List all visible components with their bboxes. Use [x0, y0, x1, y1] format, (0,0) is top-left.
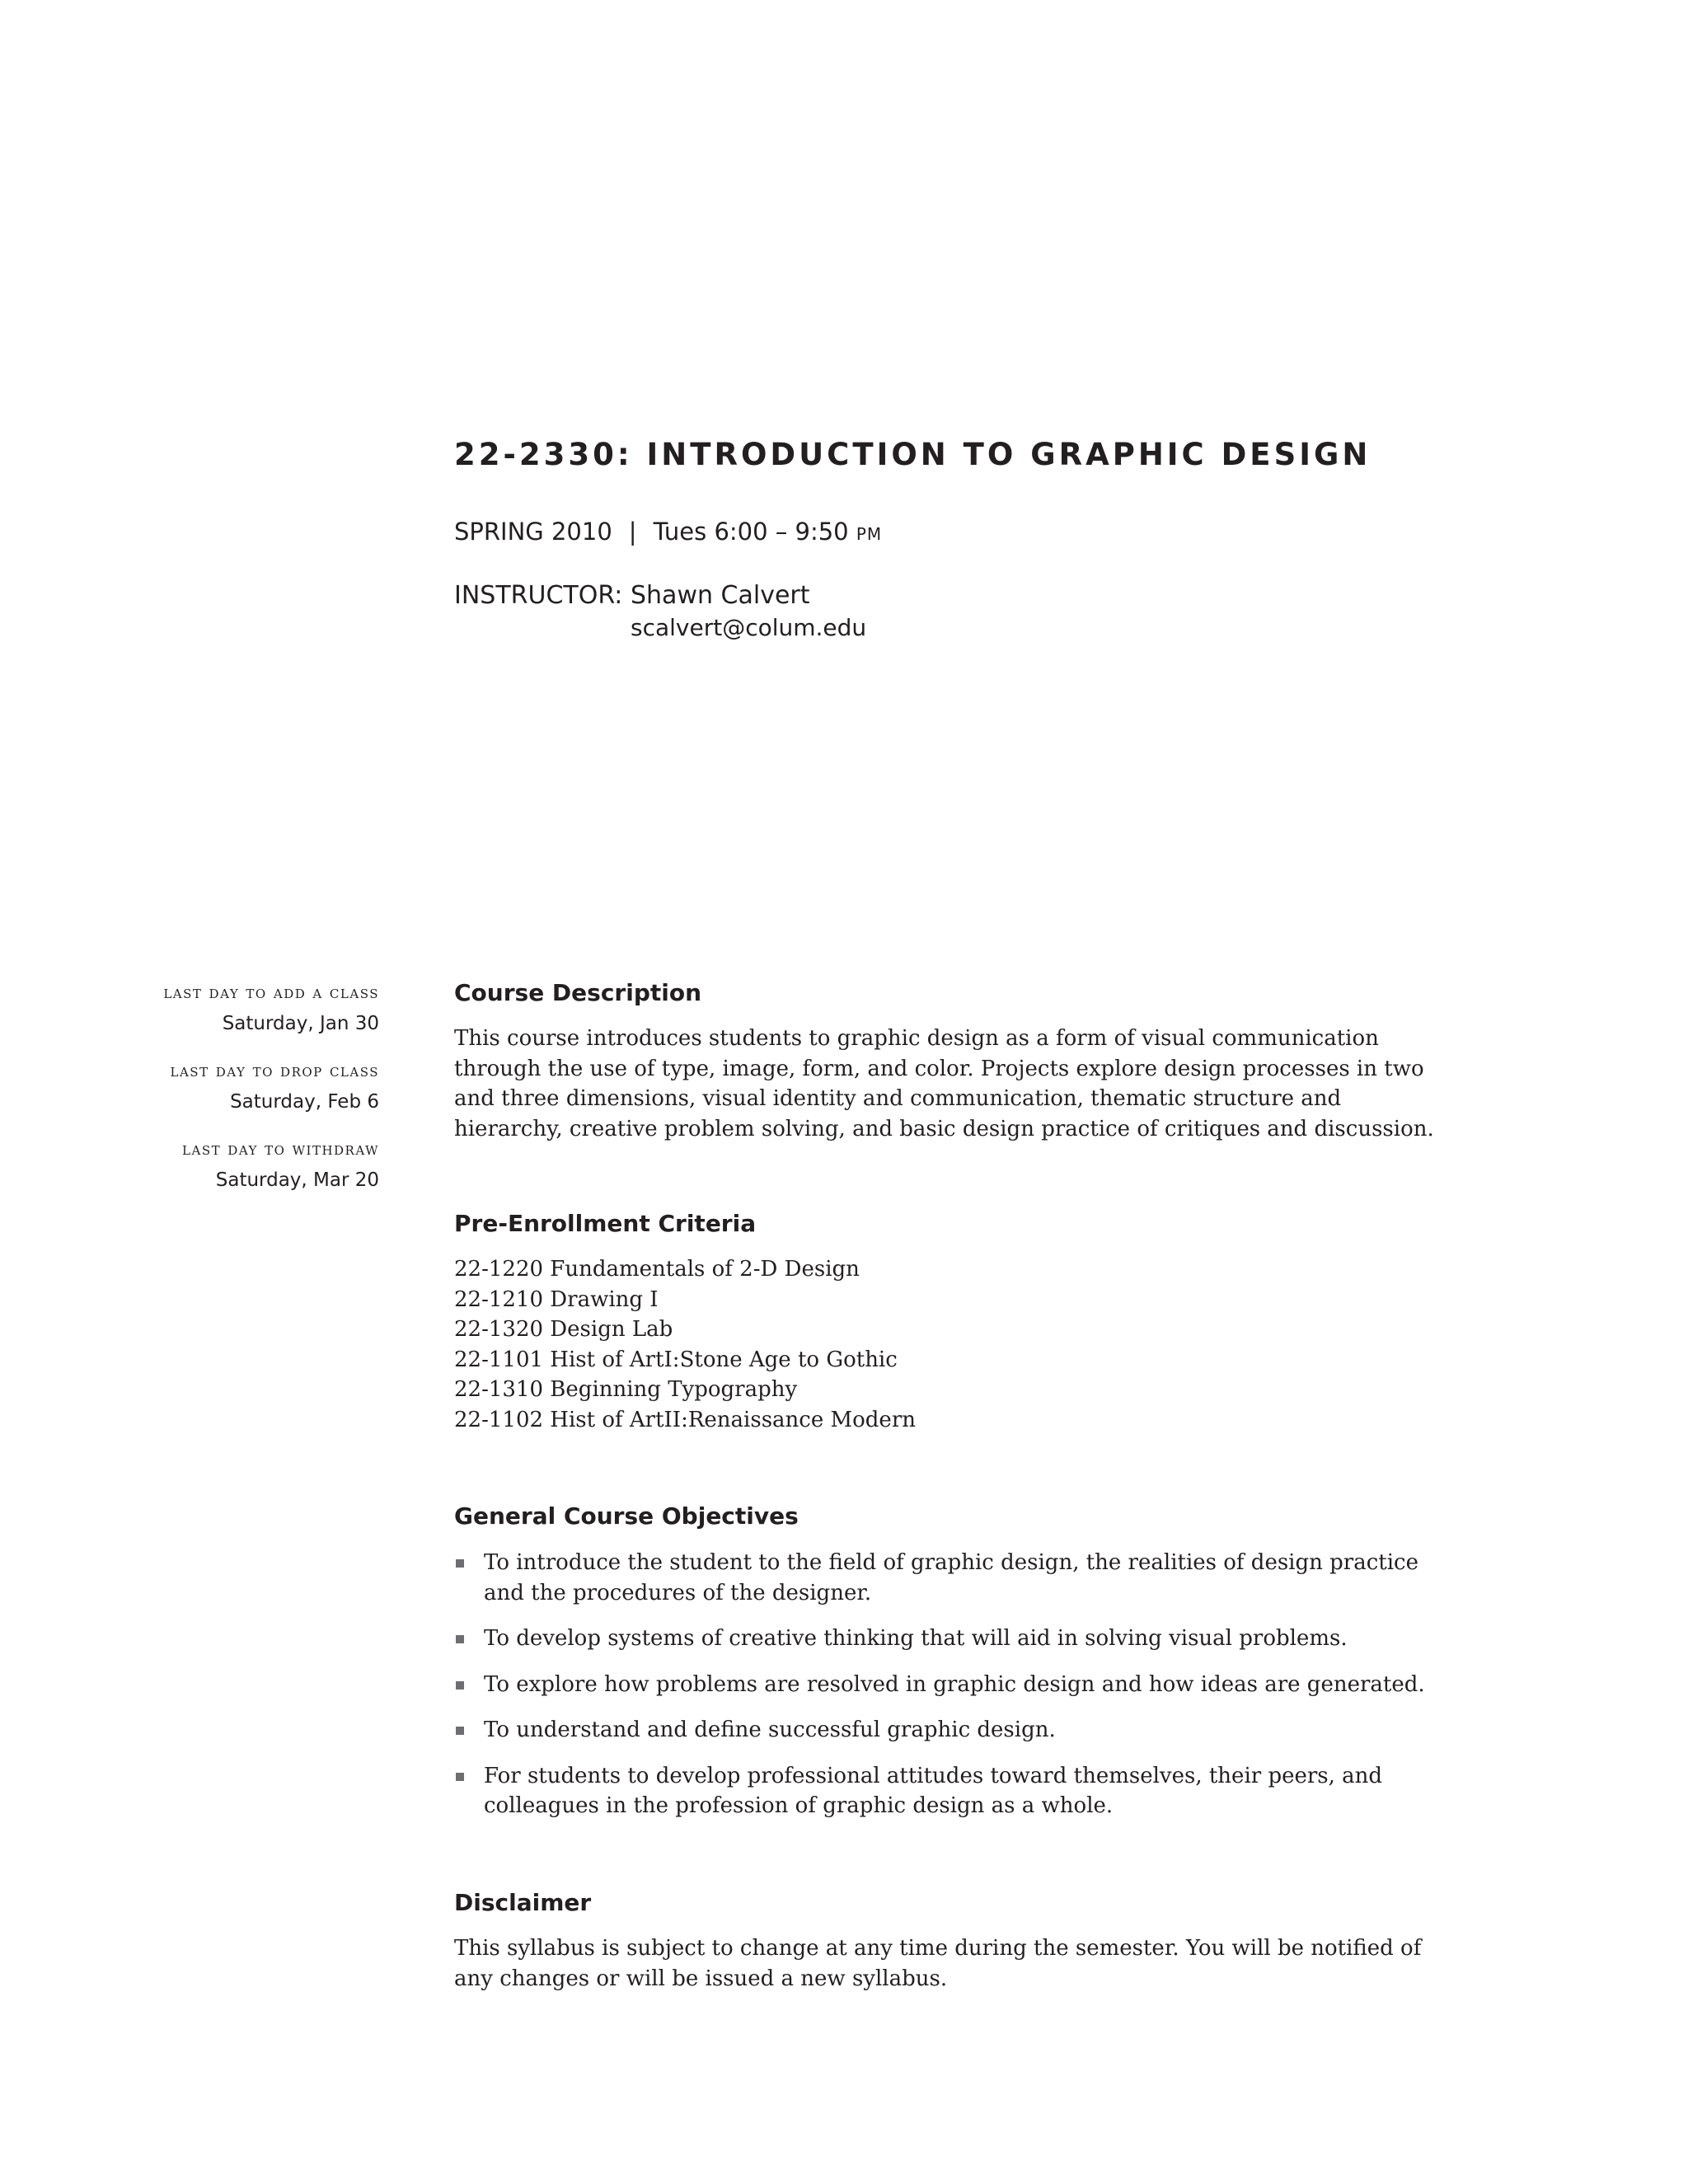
schedule: Tues 6:00 – 9:50 — [653, 518, 849, 546]
square-bullet-icon — [456, 1727, 464, 1735]
term-separator: | — [628, 518, 637, 546]
list-item — [454, 1670, 1443, 1700]
instructor-label: INSTRUCTOR: — [454, 581, 623, 610]
date-label-withdraw: last day to withdraw — [182, 1139, 379, 1159]
list-item — [454, 1624, 1443, 1654]
term-line — [454, 518, 882, 546]
course-title: 22-2330: INTRODUCTION TO GRAPHIC DESIGN — [454, 437, 1372, 472]
objective-text: To develop systems of creative thinking that will aid in solving visual problems. — [484, 1626, 1348, 1651]
list-item: 22-1101 Hist of ArtI:Stone Age to Gothic — [454, 1347, 898, 1372]
instructor-name: Shawn Calvert — [631, 581, 810, 610]
list-item — [454, 1548, 1443, 1608]
instructor-email: scalvert@colum.edu — [631, 614, 867, 641]
list-item: 22-1220 Fundamentals of 2-D Design — [454, 1257, 860, 1282]
objective-text: To introduce the student to the field of graphic design, the realities of design practice and the procedures of the designer. — [484, 1550, 1418, 1605]
disclaimer-text: This syllabus is subject to change at any time during the semester. You will be notified of any changes or will be issued a new syllabus. — [454, 1936, 1422, 1991]
list-item: 22-1320 Design Lab — [454, 1317, 673, 1343]
disclaimer-heading: Disclaimer — [454, 1889, 592, 1916]
objective-text: For students to develop professional attitudes toward themselves, their peers, and colleagues in the profession of graphic design as a whole. — [484, 1763, 1383, 1818]
objectives-list — [454, 1548, 1443, 1837]
objective-text: To understand and define successful graphic design. — [484, 1718, 1056, 1742]
date-label-add: last day to add a class — [163, 982, 379, 1002]
term: SPRING 2010 — [454, 518, 612, 546]
pre-enrollment-list — [454, 1254, 916, 1436]
list-item: 22-1210 Drawing I — [454, 1286, 659, 1312]
list-item: 22-1102 Hist of ArtII:Renaissance Modern — [454, 1407, 916, 1432]
date-value-withdraw: Saturday, Mar 20 — [215, 1169, 379, 1191]
date-label-drop: last day to drop class — [170, 1061, 379, 1080]
square-bullet-icon — [456, 1773, 464, 1781]
course-description-heading: Course Description — [454, 979, 702, 1006]
square-bullet-icon — [456, 1681, 464, 1690]
schedule-suffix: PM — [856, 524, 883, 544]
important-dates-sidebar — [82, 981, 379, 1216]
objective-text: To explore how problems are resolved in graphic design and how ideas are generated. — [484, 1671, 1425, 1697]
list-item: 22-1310 Beginning Typography — [454, 1377, 798, 1403]
course-description-text: This course introduces students to graphic design as a form of visual communication through the use of type, image, form, and color. Projects explore design processes in two and three dimensions, visual identity and communication, thematic structure and hierarchy, creative problem solving, and basic design practice of critiques and discussion. — [454, 1026, 1434, 1141]
date-value-add: Saturday, Jan 30 — [222, 1013, 379, 1034]
pre-enrollment-heading: Pre-Enrollment Criteria — [454, 1210, 757, 1237]
list-item — [454, 1761, 1443, 1821]
square-bullet-icon — [456, 1635, 464, 1643]
list-item — [454, 1715, 1443, 1746]
objectives-heading: General Course Objectives — [454, 1502, 799, 1530]
date-value-drop: Saturday, Feb 6 — [230, 1091, 379, 1113]
square-bullet-icon — [456, 1559, 464, 1568]
